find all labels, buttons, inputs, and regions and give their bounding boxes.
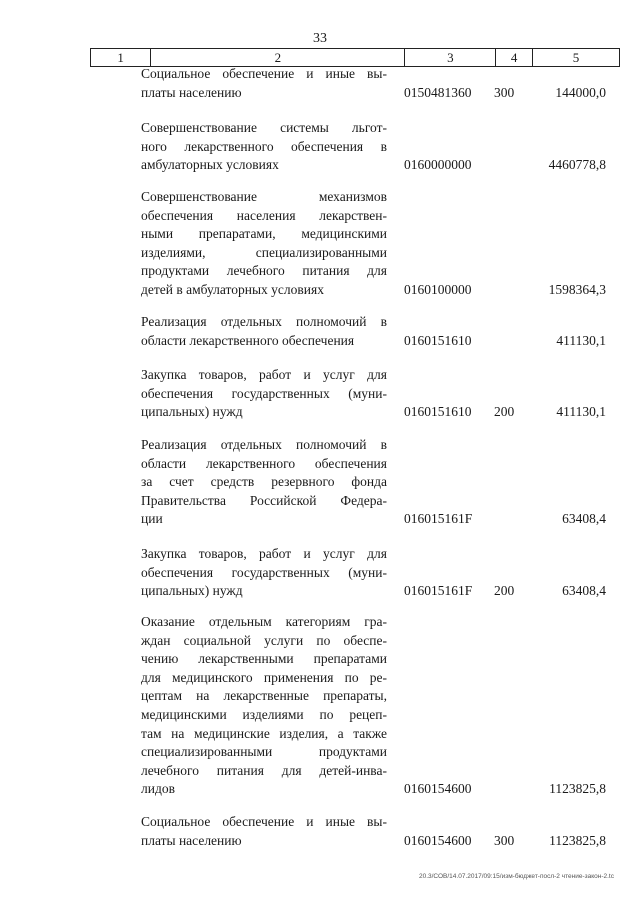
row-amount: 63408,4 — [562, 511, 606, 527]
column-header-2: 2 — [151, 49, 405, 67]
row-amount: 411130,1 — [556, 404, 606, 420]
column-header-row — [91, 49, 620, 67]
description-line: ными препаратами, медицинскими — [141, 226, 387, 242]
description-line: ного лекарственного обеспечения в — [141, 138, 387, 154]
description-line: медицинскими изделиями по рецеп- — [141, 706, 387, 722]
description-line: для медицинского применения по ре- — [141, 669, 387, 685]
row-code: 0160000000 — [404, 157, 472, 173]
description-line: ципальных) нужд — [141, 404, 243, 420]
row-code: 0150481360 — [404, 84, 472, 100]
row-description — [141, 366, 387, 422]
description-line: там на медицинские изделия, а также — [141, 725, 387, 741]
row-description — [141, 188, 387, 300]
description-line: области лекарственного обеспечения — [141, 332, 355, 348]
row-description — [141, 313, 387, 350]
row-amount: 1123825,8 — [549, 832, 606, 848]
description-line: области лекарственного обеспечения — [141, 455, 387, 471]
description-line: платы населению — [141, 84, 242, 100]
description-line: детей в амбулаторных условиях — [141, 281, 324, 297]
row-expense-type: 300 — [494, 84, 515, 100]
row-code: 016015161F — [404, 583, 473, 599]
row-code: 0160154600 — [404, 832, 472, 848]
column-header-5: 5 — [532, 49, 619, 67]
column-header-3: 3 — [405, 49, 496, 67]
row-description — [141, 813, 387, 850]
row-code: 0160151610 — [404, 404, 472, 420]
description-line: Совершенствование системы льгот- — [141, 120, 387, 135]
description-line: ции — [141, 511, 163, 527]
description-line: изделиями, специализированными — [141, 244, 387, 260]
description-line: Социальное обеспечение и иные вы- — [141, 66, 387, 81]
row-description — [141, 65, 387, 102]
description-line: Совершенствование механизмов — [141, 189, 387, 204]
description-line: за счет средств резервного фонда — [141, 474, 387, 490]
document-footer-path: 20.3/СОВ/14.07.2017/09:15/изм-бюджет-посл-2 чтение-закон-2.tc — [418, 873, 614, 880]
row-amount: 1123825,8 — [549, 781, 606, 797]
description-line: лидов — [141, 781, 175, 797]
description-line: Социальное обеспечение и иные вы- — [141, 814, 387, 829]
column-header-4: 4 — [496, 49, 533, 67]
description-line: цептам на лекарственные препараты, — [141, 688, 387, 704]
row-expense-type: 200 — [494, 583, 515, 599]
row-amount: 411130,1 — [556, 332, 606, 348]
row-code: 016015161F — [404, 511, 473, 527]
row-amount: 144000,0 — [555, 84, 606, 100]
row-expense-type: 200 — [494, 404, 515, 420]
description-line: чению лекарственными препаратами — [141, 651, 387, 667]
row-description — [141, 119, 387, 175]
row-code: 0160100000 — [404, 282, 472, 297]
row-amount: 1598364,3 — [548, 282, 606, 297]
row-code: 0160151610 — [404, 332, 472, 348]
row-code: 0160154600 — [404, 781, 472, 797]
description-line: лечебного питания для детей-инва- — [141, 762, 387, 778]
description-line: продуктами лечебного питания для — [141, 263, 387, 279]
description-line: обеспечения населения лекарствен- — [141, 207, 387, 223]
page-number: 33 — [313, 31, 327, 46]
description-line: специализированными продуктами — [141, 744, 387, 760]
description-line: ципальных) нужд — [141, 583, 243, 599]
description-line: амбулаторных условиях — [141, 157, 279, 173]
description-line: Оказание отдельным категориям гра- — [141, 614, 387, 629]
row-description — [141, 613, 387, 799]
description-line: ждан социальной услуги по обеспе- — [141, 632, 387, 648]
row-amount: 63408,4 — [562, 583, 606, 599]
description-line: Закупка товаров, работ и услуг для — [141, 546, 387, 561]
description-line: Правительства Российской Федера- — [141, 492, 387, 508]
row-description — [141, 545, 387, 601]
description-line: платы населению — [141, 832, 242, 848]
column-header-1: 1 — [91, 49, 151, 67]
description-line: Закупка товаров, работ и услуг для — [141, 367, 387, 382]
row-amount: 4460778,8 — [548, 157, 606, 173]
description-line: Реализация отдельных полномочий в — [141, 314, 387, 329]
description-line: Реализация отдельных полномочий в — [141, 437, 387, 452]
row-description — [141, 436, 387, 529]
row-expense-type: 300 — [494, 832, 515, 848]
description-line: обеспечения государственных (муни- — [141, 564, 387, 580]
description-line: обеспечения государственных (муни- — [141, 385, 387, 401]
